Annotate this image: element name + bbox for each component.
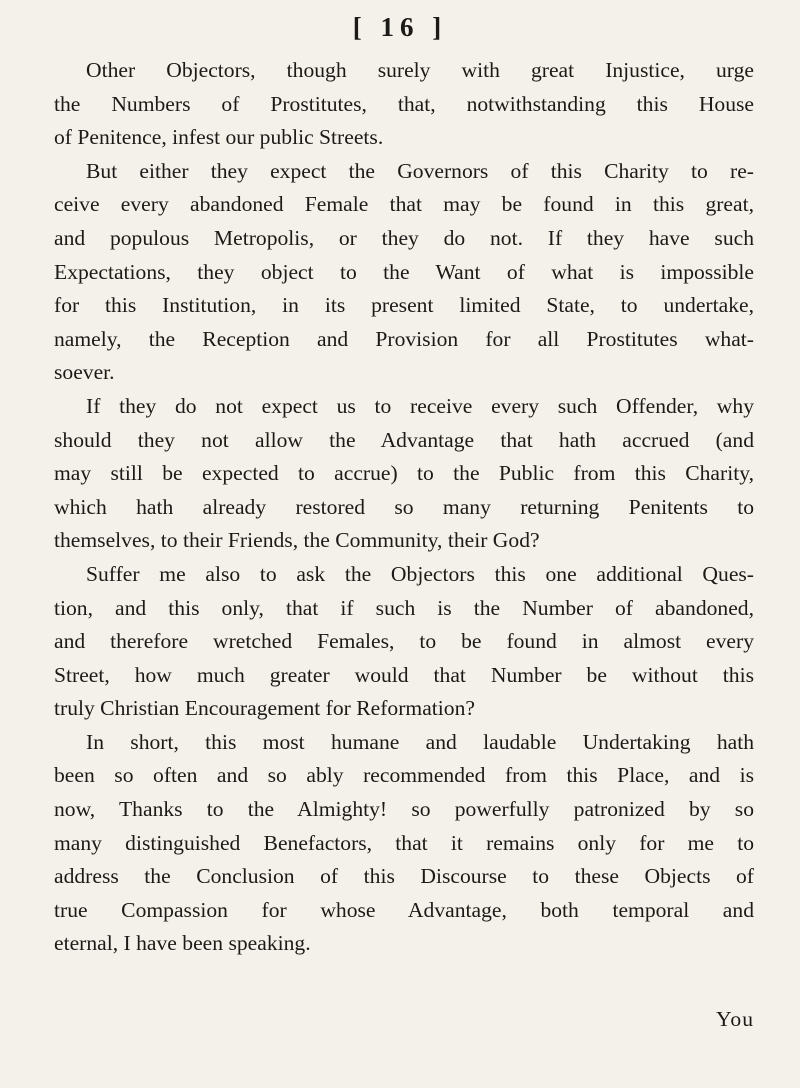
catchword: You [715, 1007, 754, 1031]
text-line: should they not allow the Advantage that hath accrued (and [54, 427, 754, 452]
text-line: and therefore wretched Females, to be found in almost every [54, 629, 754, 654]
text-line: Suffer me also to ask the Objectors this one additional Ques- [86, 561, 754, 586]
text-line: for this Institution, in its present limited State, to undertake, [54, 293, 754, 318]
text-line: eternal, I have been speaking. [54, 931, 311, 956]
text-line: Other Objectors, though surely with great Injustice, urge [86, 58, 754, 82]
text-line: many distinguished Benefactors, that it remains only for me to [54, 830, 754, 855]
text-line: true Compassion for whose Advantage, both temporal and [54, 897, 754, 922]
text-line: and populous Metropolis, or they do not. If they have such [54, 225, 754, 250]
text-line: tion, and this only, that if such is the Number of abandoned, [54, 595, 754, 620]
text-line: Expectations, they object to the Want of what is impossible [54, 259, 754, 284]
text-line: themselves, to their Friends, the Community, their God? [54, 528, 540, 553]
text-line: ceive every abandoned Female that may be found in this great, [54, 192, 754, 217]
text-line: soever. [54, 360, 115, 385]
text-line: been so often and so ably recommended from this Place, and is [54, 763, 754, 788]
text-line: But either they expect the Governors of this Charity to re- [86, 158, 754, 183]
text-line: may still be expected to accrue) to the Public from this Charity, [54, 461, 754, 486]
text-line: If they do not expect us to receive every such Offender, why [86, 393, 754, 418]
text-line: of Penitence, infest our public Streets. [54, 125, 384, 150]
body-text [54, 54, 754, 961]
text-line: the Numbers of Prostitutes, that, notwithstanding this House [54, 91, 754, 116]
text-line: In short, this most humane and laudable Undertaking hath [86, 729, 754, 754]
text-line: truly Christian Encouragement for Reformation? [54, 696, 475, 721]
text-line: which hath already restored so many returning Penitents to [54, 494, 754, 519]
page-number: [ 16 ] [352, 12, 448, 42]
text-line: now, Thanks to the Almighty! so powerfully patronized by so [54, 797, 754, 822]
text-line: address the Conclusion of this Discourse to these Objects of [54, 864, 754, 889]
text-line: Street, how much greater would that Number be without this [54, 662, 754, 687]
text-line: namely, the Reception and Provision for all Prostitutes what- [54, 326, 754, 351]
